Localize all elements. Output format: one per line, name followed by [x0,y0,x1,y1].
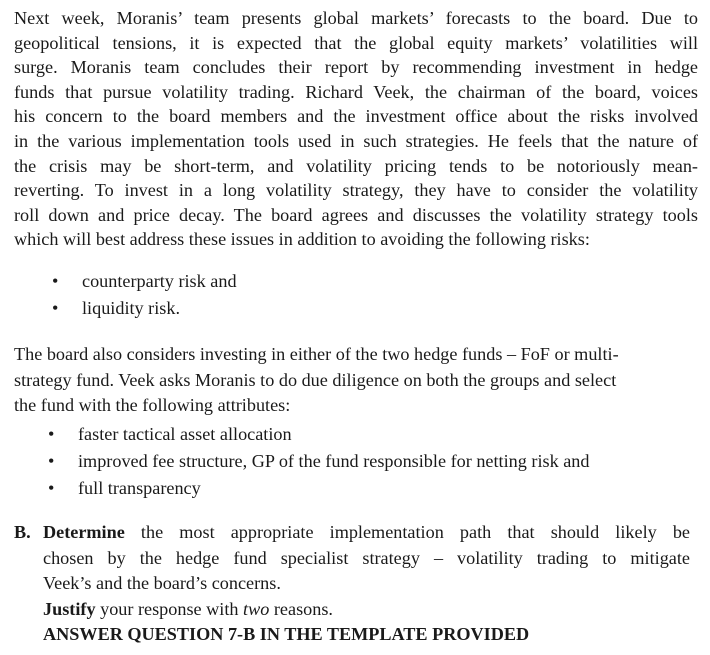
list-item: • faster tactical asset allocation [48,421,589,448]
attributes-list [48,421,589,502]
bullet-icon: • [52,298,59,318]
paragraph-line: roll down and price decay. The board agrees and discusses the volatility strategy tools [14,204,698,225]
risks-list [52,268,237,322]
question-b [14,520,704,648]
bullet-icon: • [48,478,55,498]
question-label: B. [14,522,31,542]
paragraph-line: in the various implementation tools used in such strategies. He feels that the nature of [14,130,698,151]
list-item: • liquidity risk. [52,295,237,322]
paragraph-line: Next week, Moranis’ team presents global markets’ forecasts to the board. Due to [14,8,698,28]
list-item: • full transparency [48,475,589,502]
question-line: Determine the most appropriate implementation path that should likely be [43,522,690,542]
paragraph-line: The board also considers investing in either of the two hedge funds – FoF or multi- [14,344,619,364]
bullet-icon: • [48,451,55,471]
paragraph-line: surge. Moranis team concludes their report by recommending investment in hedge [14,57,698,78]
paragraph-line: geopolitical tensions, it is expected that the global equity markets’ volatilities will [14,32,698,53]
paragraph-line: which will best address these issues in addition to avoiding the following risks: [14,229,590,250]
justify-line: Justify your response with two reasons. [43,598,333,619]
paragraph-line: funds that pursue volatility trading. Richard Veek, the chairman of the board, voices [14,81,698,102]
bullet-icon: • [48,424,55,444]
paragraph-line: reverting. To invest in a long volatility strategy, they have to consider the volatility [14,180,698,201]
list-item: • counterparty risk and [52,268,237,295]
paragraph-line: strategy fund. Veek asks Moranis to do due diligence on both the groups and select [14,369,617,390]
funds-paragraph [14,342,674,419]
answer-instruction: ANSWER QUESTION 7-B IN THE TEMPLATE PROVIDED [43,624,530,644]
justify-keyword: Justify [43,598,96,619]
determine-keyword: Determine [43,522,125,542]
question-line: chosen by the hedge fund specialist strategy – volatility trading to mitigate [43,547,690,568]
list-item: • improved fee structure, GP of the fund responsible for netting risk and [48,448,589,475]
question-line: Veek’s and the board’s concerns. [43,573,281,593]
bullet-icon: • [52,271,59,291]
paragraph-line: the fund with the following attributes: [14,395,291,415]
paragraph-line: his concern to the board members and the investment office about the risks involved [14,106,698,127]
scenario-paragraph [14,6,698,252]
two-emphasis: two [243,598,270,619]
paragraph-line: the crisis may be short-term, and volatility pricing tends to be notoriously mean- [14,155,698,176]
